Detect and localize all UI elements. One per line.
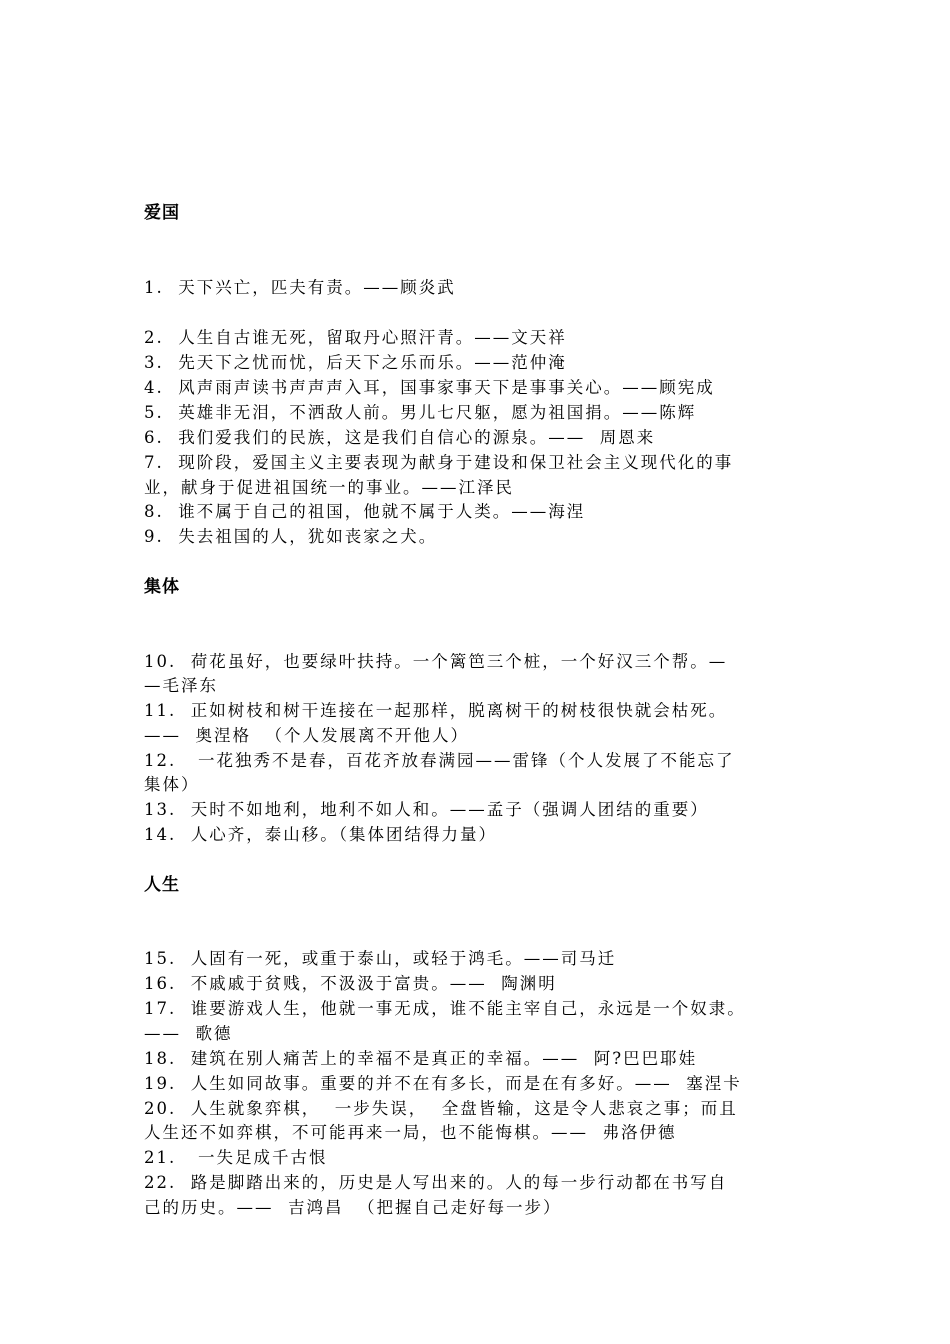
- quote-line: 10. 荷花虽好，也要绿叶扶持。一个篱笆三个桩，一个好汉三个帮。—: [144, 652, 728, 671]
- quote-line: 人生还不如弈棋，不可能再来一局，也不能悔棋。—— 弗洛伊德: [144, 1123, 677, 1142]
- quote-line: 9. 失去祖国的人，犹如丧家之犬。: [144, 527, 438, 546]
- quote-line: —— 歌德: [144, 1024, 233, 1043]
- section-title-life: 人生: [144, 875, 180, 895]
- quote-line: 15. 人固有一死，或重于泰山，或轻于鸿毛。——司马迁: [144, 949, 617, 968]
- quote-line: 17. 谁要游戏人生，他就一事无成，谁不能主宰自己，永远是一个奴隶。: [144, 999, 746, 1018]
- section-title-patriotism: 爱国: [144, 203, 180, 223]
- quote-line: 18. 建筑在别人痛苦上的幸福不是真正的幸福。—— 阿?巴巴耶娃: [144, 1049, 698, 1068]
- quote-line: 22. 路是脚踏出来的，历史是人写出来的。人的每一步行动都在书写自: [144, 1173, 728, 1192]
- quote-line: 12. 一花独秀不是春，百花齐放春满园——雷锋（个人发展了不能忘了: [144, 751, 735, 770]
- quote-line: 集体）: [144, 775, 200, 794]
- section-title-collective: 集体: [144, 577, 180, 597]
- quote-line: 16. 不戚戚于贫贱，不汲汲于富贵。—— 陶渊明: [144, 974, 557, 993]
- quote-line: —毛泽东: [144, 676, 218, 695]
- quote-line: 2. 人生自古谁无死，留取丹心照汗青。——文天祥: [144, 328, 567, 347]
- quote-line: 20. 人生就象弈棋， 一步失误， 全盘皆输，这是令人悲哀之事；而且: [144, 1099, 738, 1118]
- quote-line: 21. 一失足成千古恨: [144, 1148, 328, 1167]
- quote-line: 5. 英雄非无泪，不洒敌人前。男儿七尺躯，愿为祖国捐。——陈辉: [144, 403, 697, 422]
- quote-line: 6. 我们爱我们的民族，这是我们自信心的源泉。—— 周恩来: [144, 428, 656, 447]
- quote-line: 8. 谁不属于自己的祖国，他就不属于人类。——海涅: [144, 502, 586, 521]
- quote-line: 7. 现阶段，爱国主义主要表现为献身于建设和保卫社会主义现代化的事: [144, 453, 734, 472]
- quote-line: 己的历史。—— 吉鸿昌 （把握自己走好每一步）: [144, 1198, 562, 1217]
- quote-line: 13. 天时不如地利，地利不如人和。——孟子（强调人团结的重要）: [144, 800, 709, 819]
- quote-line: 19. 人生如同故事。重要的并不在有多长，而是在有多好。—— 塞涅卡: [144, 1074, 742, 1093]
- quote-line: 4. 风声雨声读书声声声入耳，国事家事天下是事事关心。——顾宪成: [144, 378, 715, 397]
- quote-line: 3. 先天下之忧而忧，后天下之乐而乐。——范仲淹: [144, 353, 567, 372]
- quote-line: 11. 正如树枝和树干连接在一起那样，脱离树干的树枝很快就会枯死。: [144, 701, 728, 720]
- quote-line: 14. 人心齐，泰山移。（集体团结得力量）: [144, 825, 497, 844]
- quote-line: —— 奥涅格 （个人发展离不开他人）: [144, 726, 469, 745]
- quote-line: 业，献身于促进祖国统一的事业。——江泽民: [144, 478, 514, 497]
- quote-line: 1. 天下兴亡，匹夫有责。——顾炎武: [144, 278, 456, 297]
